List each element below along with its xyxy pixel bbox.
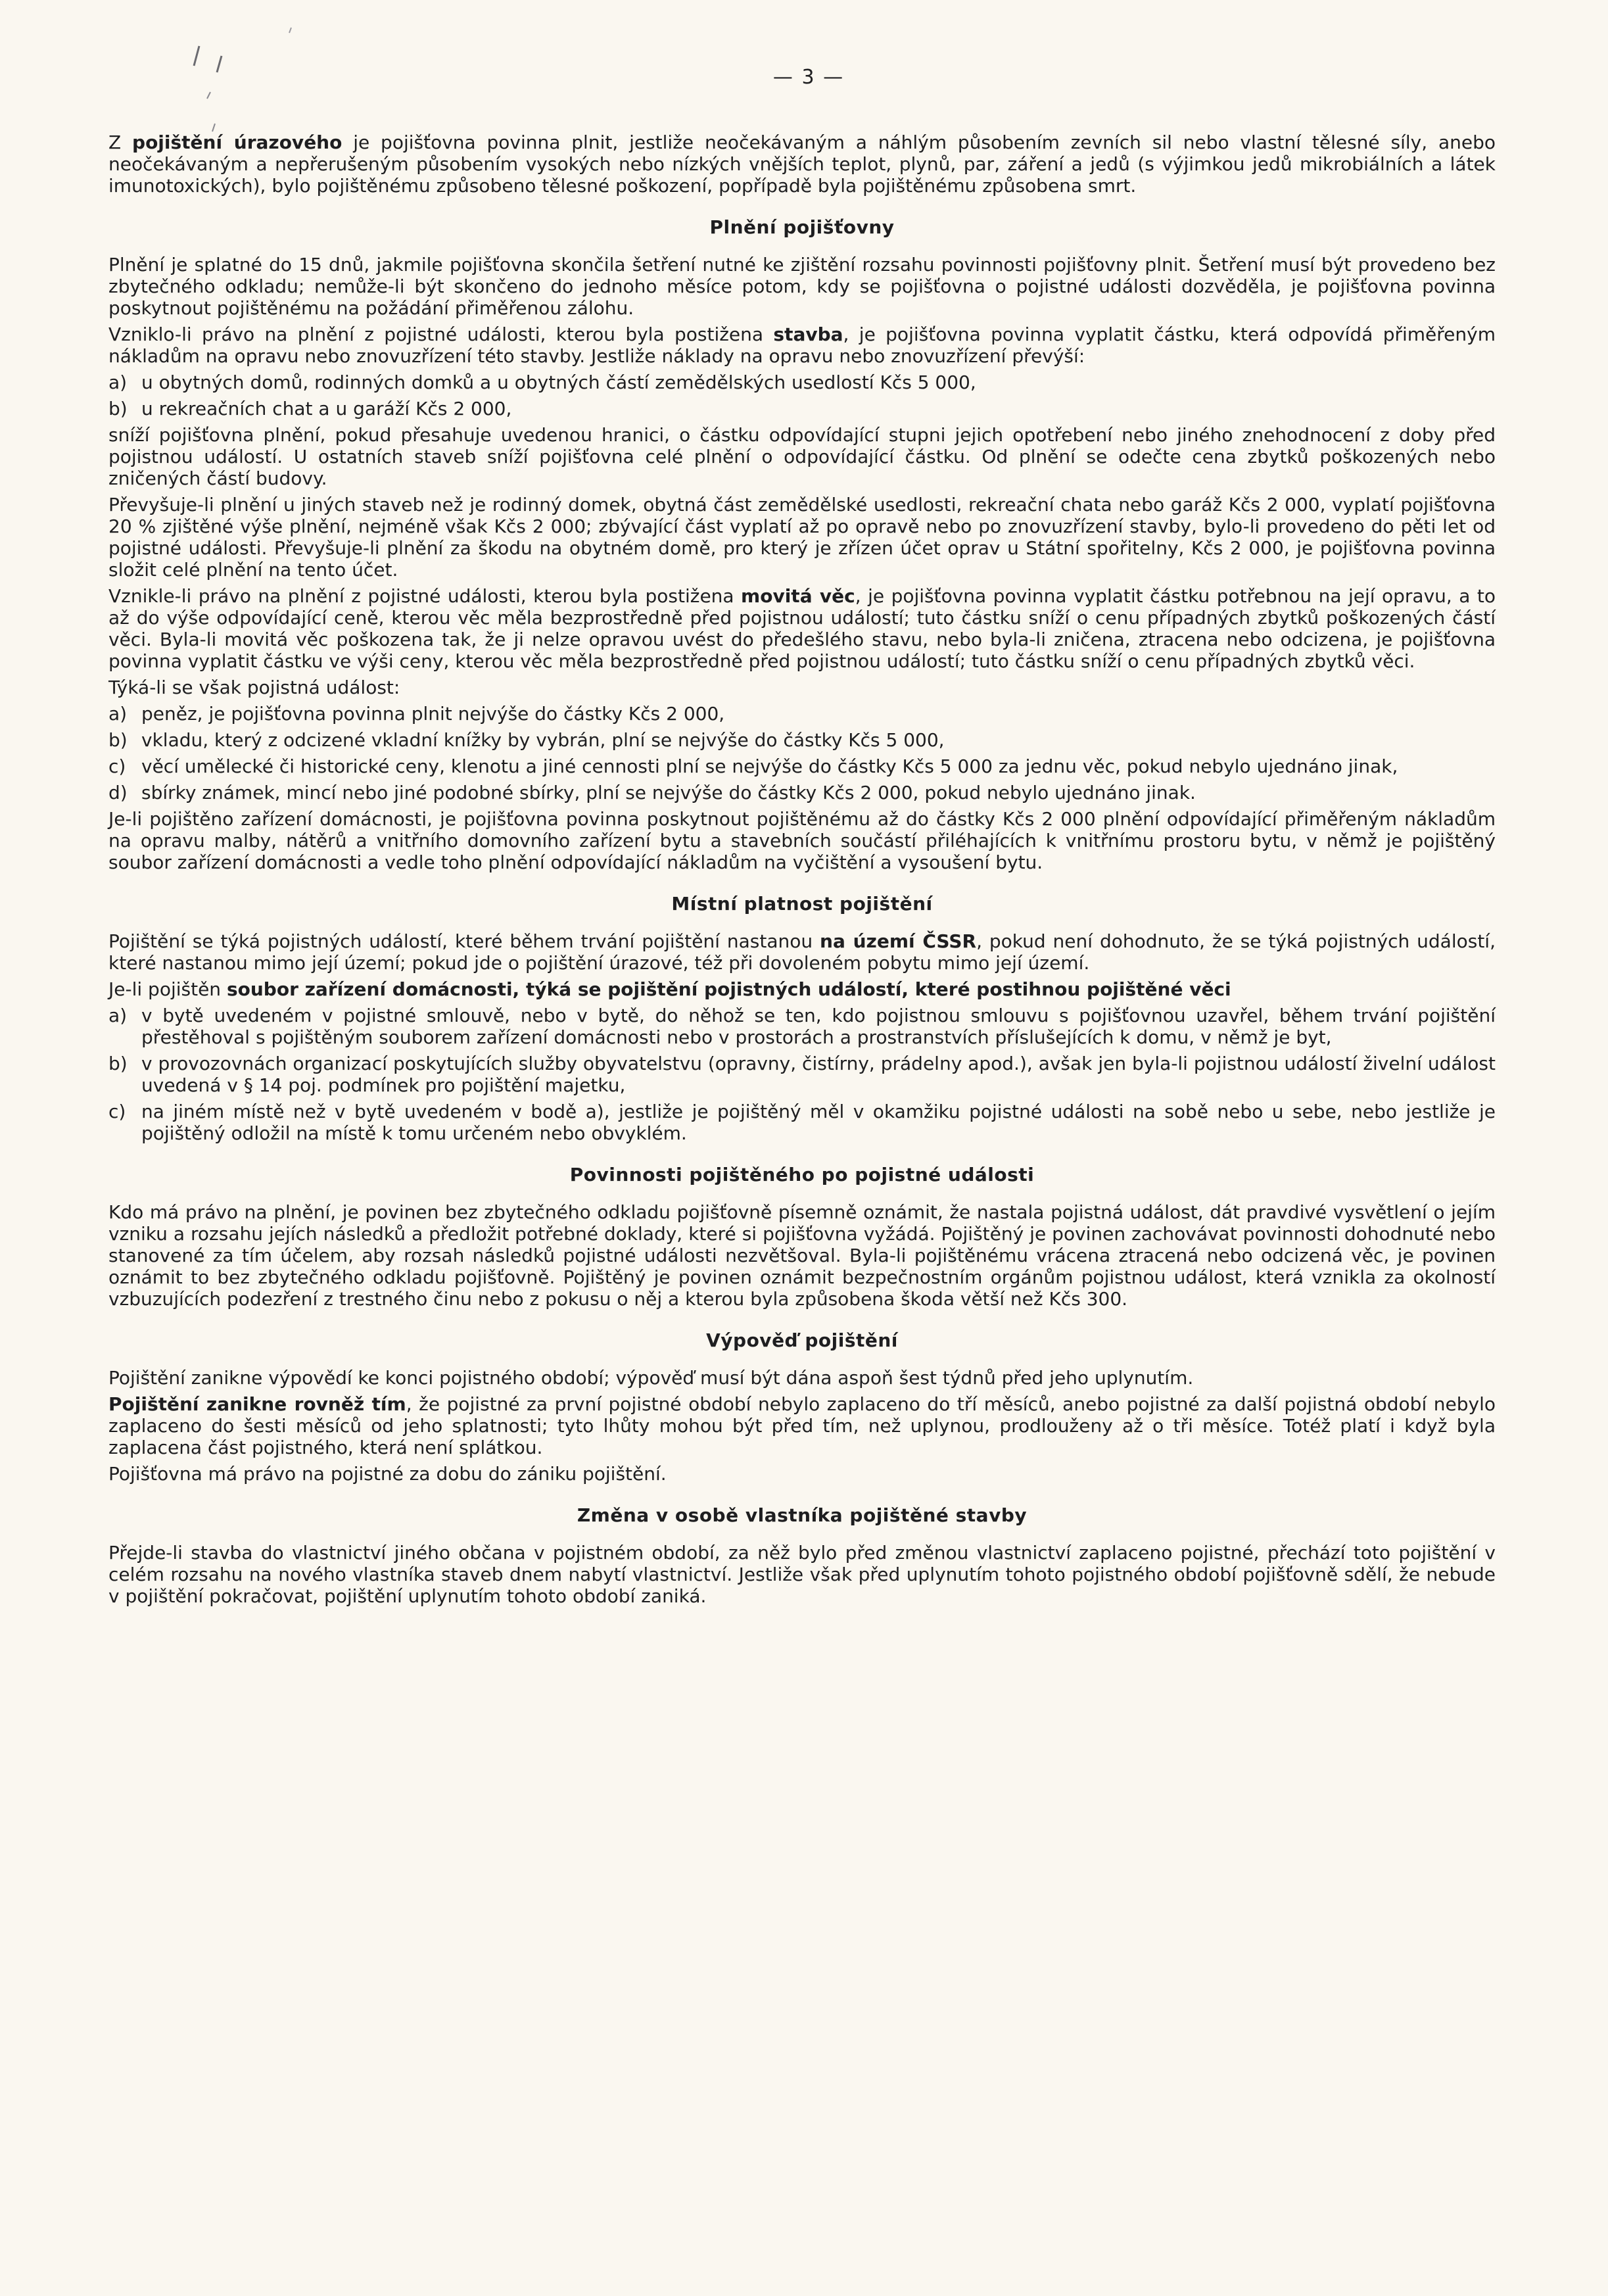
- paragraph: Týká-li se však pojistná událost:: [108, 677, 400, 698]
- list-item: a) u obytných domů, rodinných domků a u obytných částí zemědělských usedlostí Kčs 5 000,: [108, 371, 976, 393]
- paragraph: sníží pojišťovna plnění, pokud přesahuje uvedenou hranici, o částku odpovídající stupni jejich opotřebení nebo jiného znehodnocení z doby před pojistnou událostí. U ostatních staveb sníží pojišťovna celé plnění o odpovídající částku. Od plnění se odečte cena zbytků poškozených nebo zničených částí budovy.: [108, 424, 1496, 489]
- paragraph: Přejde-li stavba do vlastnictví jiného občana v pojistném období, za něž bylo před změnou vlastnictví zaplaceno pojistné, přechází toto pojištění v celém rozsahu na nového vlastníka staveb dnem nabytí vlastnictví. Jestliže však před uplynutím tohoto pojistného období pojišťovně sdělí, že nebude v pojištění pokračovat, pojištění uplynutím tohoto období zaniká.: [108, 1542, 1496, 1607]
- section-heading-plneni: Plnění pojišťovny: [709, 216, 895, 238]
- paragraph: Je-li pojištěno zařízení domácnosti, je pojišťovna povinna poskytnout pojištěnému až do částky Kčs 2 000 plnění odpovídající přiměřeným nákladům na opravu malby, nátěrů a vnitřního domovního zařízení bytu a stavebních součástí přiléhajících k vnitřnímu prostoru bytu, v němž je pojištěný soubor zařízení domácnosti a vedle toho plnění odpovídající nákladům na vyčištění a vysoušení bytu.: [108, 808, 1496, 873]
- document-body: [108, 132, 1496, 1612]
- section-heading-vypoved: Výpověď pojištění: [706, 1329, 898, 1351]
- intro-paragraph: Z pojištění úrazového je pojišťovna povinna plnit, jestliže neočekávaným a náhlým působením zevních sil nebo vlastní tělesné síly, anebo neočekávaným a nepřerušeným působením vysokých nebo nízkých vnějších teplot, plynů, par, záření a jedů (s výjimkou jedů mikrobiálních a látek imunotoxických), bylo pojištěnému způsobeno tělesné poškození, popřípadě byla pojištěnému způsobena smrt.: [108, 132, 1496, 197]
- list-item: b) u rekreačních chat a u garáží Kčs 2 000,: [108, 398, 512, 419]
- page-number: — 3 —: [772, 66, 845, 89]
- section-heading-povinnosti: Povinnosti pojištěného po pojistné události: [569, 1164, 1035, 1185]
- section-heading-zmena-vlastnika: Změna v osobě vlastníka pojištěné stavby: [577, 1504, 1028, 1526]
- pen-scribble-mark: [168, 26, 293, 138]
- list-item: b) vkladu, který z odcizené vkladní knížky by vybrán, plní se nejvýše do částky Kčs 5 000,: [108, 729, 945, 751]
- section-heading-mistni-platnost: Místní platnost pojištění: [671, 893, 933, 915]
- list-item: c) na jiném místě než v bytě uvedeném v bodě a), jestliže je pojištěný měl v okamžiku pojistné události na sobě nebo u sebe, nebo jestliže je pojištěný odložil na místě k tomu určeném nebo obvyklém.: [108, 1101, 1496, 1144]
- list-item: a) v bytě uvedeném v pojistné smlouvě, nebo v bytě, do něhož se ten, kdo pojistnou smlouvu s pojišťovnou uzavřel, během trvání pojištění přestěhoval s pojištěným souborem zařízení domácnosti nebo v prostorách a prostranstvích příslušejících k domu, v němž je byt,: [108, 1005, 1496, 1048]
- paragraph: Vzniklo-li právo na plnění z pojistné události, kterou byla postižena stavba, je pojišťovna povinna vyplatit částku, která odpovídá přiměřeným nákladům na opravu nebo znovuzřízení této stavby. Jestliže náklady na opravu nebo znovuzřízení převýší:: [108, 323, 1496, 367]
- paragraph: Pojištění zanikne rovněž tím, že pojistné za první pojistné období nebylo zaplaceno do tří měsíců, anebo pojistné za další pojistná období nebylo zaplaceno do šesti měsíců od jeho splatnosti; tyto lhůty mohou být před tím, než uplynou, prodlouženy až o tři měsíce. Totéž platí i když byla zaplacena část pojistného, která není splátkou.: [108, 1393, 1496, 1458]
- paragraph: Pojišťovna má právo na pojistné za dobu do zániku pojištění.: [108, 1463, 667, 1485]
- list-item: c) věcí umělecké či historické ceny, klenotu a jiné cennosti plní se nejvýše do částky Kčs 5 000 za jednu věc, pokud nebylo ujednáno jinak,: [108, 755, 1398, 777]
- paragraph: Plnění je splatné do 15 dnů, jakmile pojišťovna skončila šetření nutné ke zjištění rozsahu povinnosti pojišťovny plnit. Šetření musí být provedeno bez zbytečného odkladu; nemůže-li být skončeno do jednoho měsíce potom, kdy se pojišťovna o pojistné události dozvěděla, je pojišťovna povinna poskytnout pojištěnému na požádání přiměřenou zálohu.: [108, 254, 1496, 319]
- list-item: a) peněz, je pojišťovna povinna plnit nejvýše do částky Kčs 2 000,: [108, 703, 725, 725]
- paragraph: Je-li pojištěn soubor zařízení domácnosti, týká se pojištění pojistných událostí, které postihnou pojištěné věci: [108, 978, 1231, 1000]
- paragraph: Převyšuje-li plnění u jiných staveb než je rodinný domek, obytná část zemědělské usedlosti, rekreační chata nebo garáž Kčs 2 000, vyplatí pojišťovna 20 % zjištěné výše plnění, nejméně však Kčs 2 000; zbývající část vyplatí až po opravě nebo po znovuzřízení stavby, bylo-li provedeno do pěti let od pojistné události. Převyšuje-li plnění za škodu na obytném domě, pro který je zřízen účet oprav u Státní spořitelny, Kčs 2 000, je pojišťovna povinna složit celé plnění na tento účet.: [108, 494, 1496, 581]
- paragraph: Pojištění se týká pojistných událostí, které během trvání pojištění nastanou na území ČSSR, pokud není dohodnuto, že se týká pojistných událostí, které nastanou mimo její území; pokud jde o pojištění úrazové, též při dovoleném pobytu mimo její území.: [108, 930, 1496, 974]
- paragraph: Vznikle-li právo na plnění z pojistné události, kterou byla postižena movitá věc, je pojišťovna povinna vyplatit částku potřebnou na její opravu, a to až do výše odpovídající ceně, kterou věc měla bezprostředně před pojistnou událostí; tuto částku sníží o cenu případných zbytků poškozených částí věci. Byla-li movitá věc poškozena tak, že ji nelze opravou uvést do předešlého stavu, nebo byla-li zničena, ztracena nebo odcizena, je pojišťovna povinna vyplatit částku ve výši ceny, kterou věc měla bezprostředně před pojistnou událostí; tuto částku sníží o cenu případných zbytků věci.: [108, 585, 1496, 672]
- list-item: b) v provozovnách organizací poskytujících služby obyvatelstvu (opravny, čistírny, prádelny apod.), avšak jen byla-li pojistnou událostí živelní událost uvedená v § 14 poj. podmínek pro pojištění majetku,: [108, 1053, 1496, 1096]
- list-item: d) sbírky známek, mincí nebo jiné podobné sbírky, plní se nejvýše do částky Kčs 2 000, pokud nebylo ujednáno jinak.: [108, 782, 1196, 803]
- paragraph: Kdo má právo na plnění, je povinen bez zbytečného odkladu pojišťovně písemně oznámit, že nastala pojistná událost, dát pravdivé vysvětlení o jejím vzniku a rozsahu jejích následků a předložit potřebné doklady, které si pojišťovna vyžádá. Pojištěný je povinen zachovávat povinnosti dohodnuté nebo stanovené za tím účelem, aby rozsah následků pojistné události nezvětšoval. Byla-li pojištěnému vrácena ztracená nebo odcizená věc, je povinen oznámit to bez zbytečného odkladu pojišťovně. Pojištěný je povinen oznámit bezpečnostním orgánům pojistnou událost, která vznikla za okolností vzbuzujících podezření z trestného činu nebo z pokusu o něj a kterou byla způsobena škoda větší než Kčs 300.: [108, 1201, 1496, 1310]
- paragraph: Pojištění zanikne výpovědí ke konci pojistného období; výpověď musí být dána aspoň šest týdnů před jeho uplynutím.: [108, 1367, 1194, 1389]
